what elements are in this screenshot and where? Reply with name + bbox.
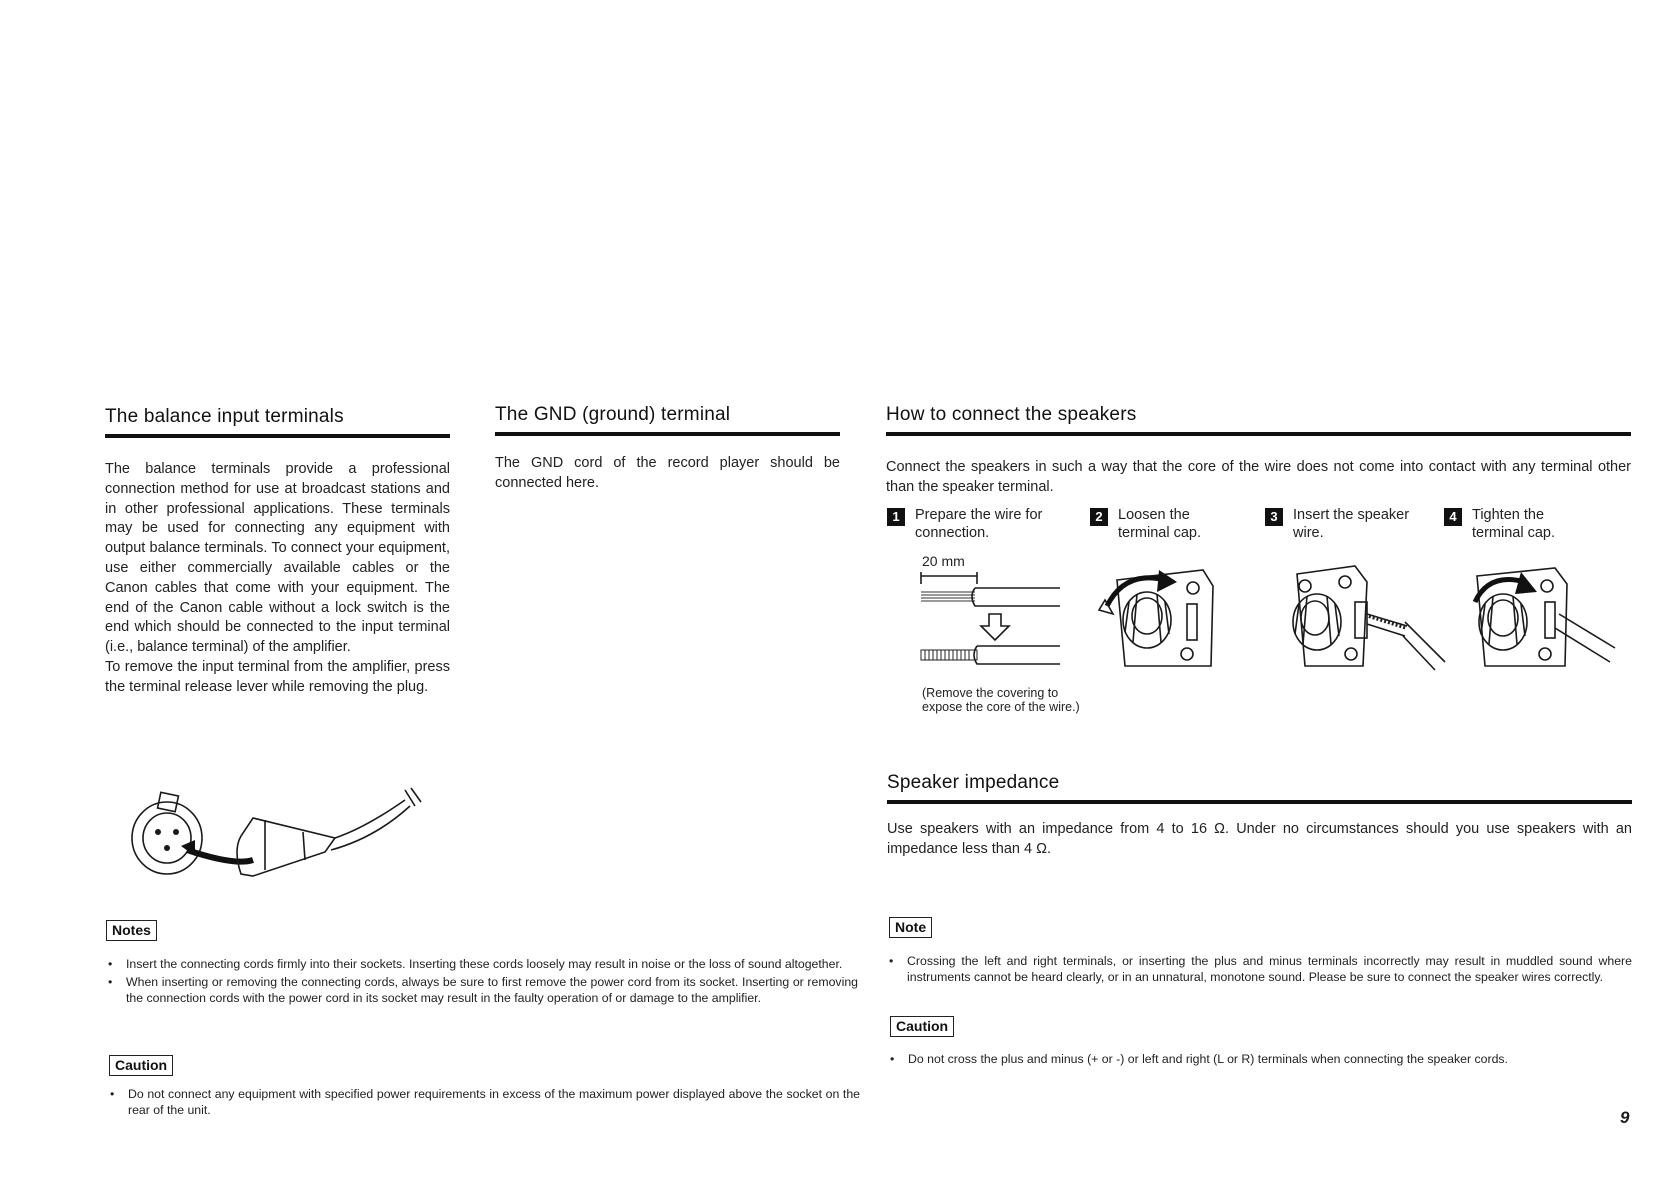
note-right-list	[887, 953, 1632, 985]
balance-body	[105, 460, 450, 698]
balance-paragraph-1: The balance terminals provide a professional connection method for use at broadcast stations and in other professional applications. These terminals may be used for connecting any equipment with output balance terminals. To connect your equipment, use either commercially available cables or the Canon cables that come with your equipment. The end of the Canon cable without a lock switch is the end which should be connected to the input terminal (i.e., balance terminal) of the amplifier.	[105, 461, 450, 656]
step-2-line1: Loosen the	[1118, 507, 1190, 523]
wire-prepare-illustration	[915, 570, 1065, 670]
terminal-insert-wire-illustration	[1275, 562, 1450, 672]
speakers-section	[886, 404, 1631, 426]
impedance-text: Use speakers with an impedance from 4 to 16 Ω. Under no circumstances should you use speakers with an impedance less than 4 Ω.	[887, 821, 1632, 857]
impedance-heading-rule	[887, 800, 1632, 804]
xlr-connector-illustration	[125, 780, 425, 885]
caution-left-label: Caution	[109, 1055, 173, 1076]
balance-heading: The balance input terminals	[105, 406, 344, 427]
step-1-number: 1	[887, 508, 905, 526]
caution-right-label: Caution	[890, 1016, 954, 1037]
step-3-number: 3	[1265, 508, 1283, 526]
gnd-section	[495, 404, 840, 426]
notes-label: Notes	[106, 920, 157, 941]
gnd-body	[495, 454, 840, 494]
balance-paragraph-2: To remove the input terminal from the amplifier, press the terminal release lever while removing the plug.	[105, 658, 450, 695]
wire-dimension-label: 20 mm	[922, 553, 965, 569]
caution-right-item-1: • Do not cross the plus and minus (+ or -) or left and right (L or R) terminals when connecting the speaker cords.	[888, 1051, 1633, 1067]
step-1-line2: connection.	[915, 524, 990, 541]
step-4-line2: terminal cap.	[1472, 524, 1556, 541]
note-right-item-1: • Crossing the left and right terminals, or inserting the plus and minus terminals incorrectly may result in muddled sound where instruments cannot be heard clearly, or in an unnatural, monotone sound. Please be sure to connect the speaker wires correctly.	[887, 953, 1632, 985]
notes-item-1: • Insert the connecting cords firmly into their sockets. Inserting these cords loosely may result in noise or the loss of sound altogether.	[106, 956, 858, 972]
note-right-label: Note	[889, 917, 932, 938]
impedance-body	[887, 820, 1632, 860]
speakers-intro-text: Connect the speakers in such a way that the core of the wire does not come into contact with any terminal other than the speaker terminal.	[886, 459, 1631, 495]
step-3-line1: Insert the speaker	[1293, 507, 1410, 523]
notes-item-2: • When inserting or removing the connecting cords, always be sure to first remove the power cord from its socket. Inserting or removing the connection cords with the power cord in its socket may result in the faulty operation of or damage to the amplifier.	[106, 974, 858, 1006]
step-2-line2: terminal cap.	[1118, 524, 1202, 541]
page-number: 9	[1620, 1108, 1630, 1127]
gnd-heading: The GND (ground) terminal	[495, 404, 731, 425]
speakers-intro	[886, 458, 1631, 498]
gnd-heading-rule	[495, 432, 840, 436]
wire-remove-note: (Remove the covering to expose the core of the wire.)	[922, 686, 1080, 714]
speakers-heading: How to connect the speakers	[886, 404, 1137, 425]
caution-right-list	[888, 1051, 1633, 1067]
gnd-text: The GND cord of the record player should be connected here.	[495, 455, 840, 491]
terminal-tighten-illustration	[1455, 562, 1620, 672]
balance-heading-rule	[105, 434, 450, 438]
speakers-heading-rule	[886, 432, 1631, 436]
impedance-heading: Speaker impedance	[887, 772, 1060, 793]
step-4-number: 4	[1444, 508, 1462, 526]
balance-section	[105, 406, 450, 428]
step-4-line1: Tighten the	[1472, 507, 1545, 523]
caution-left-item-1: • Do not connect any equipment with specified power requirements in excess of the maximum power displayed above the socket on the rear of the unit.	[108, 1086, 860, 1118]
caution-left-list	[108, 1086, 860, 1118]
step-3-line2: wire.	[1293, 524, 1324, 541]
notes-list	[106, 956, 858, 1006]
impedance-section	[887, 772, 1632, 794]
step-1-line1: Prepare the wire for	[915, 507, 1043, 523]
step-2-number: 2	[1090, 508, 1108, 526]
terminal-loosen-illustration	[1095, 562, 1215, 672]
